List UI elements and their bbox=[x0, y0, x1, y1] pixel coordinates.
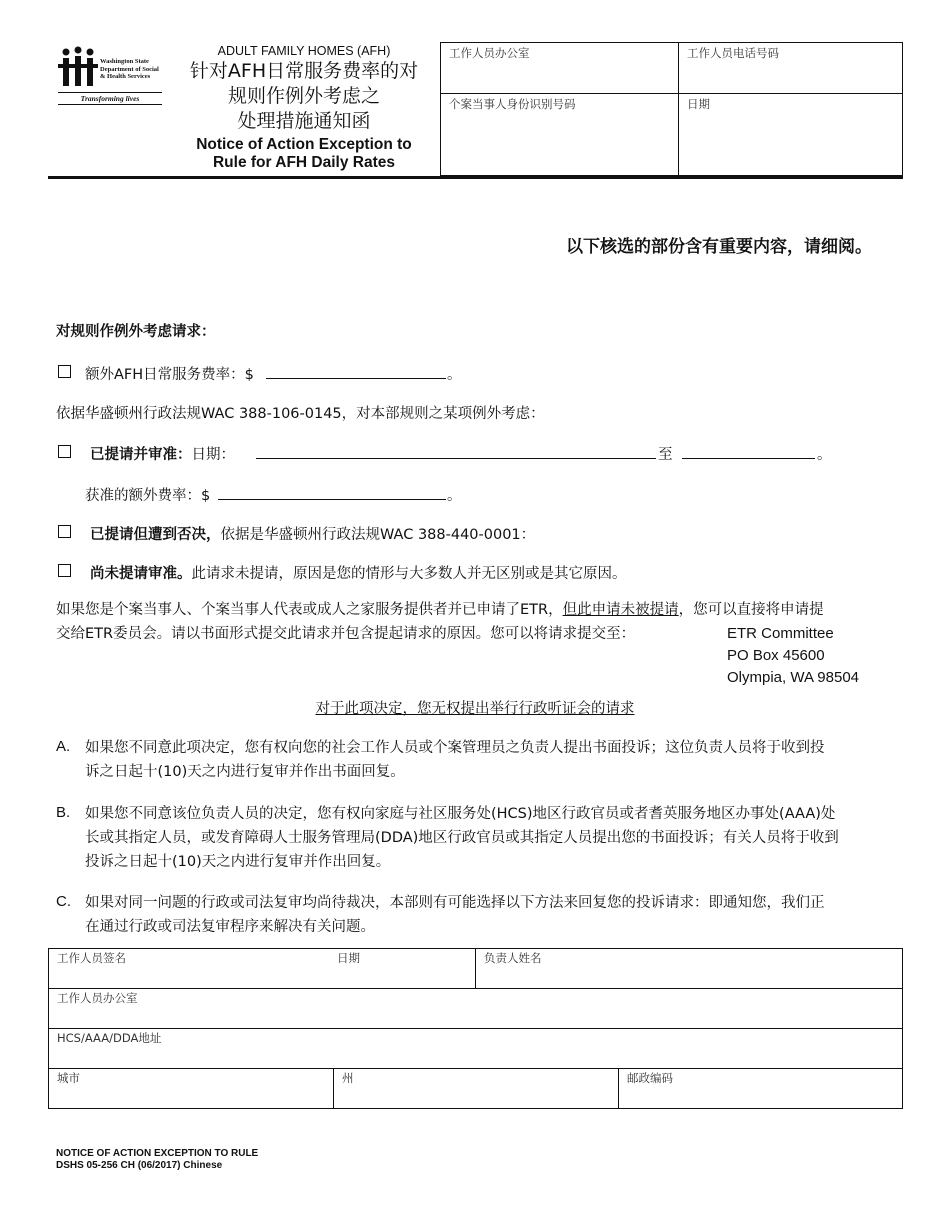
item-a-text bbox=[85, 736, 900, 784]
denied-checkbox[interactable] bbox=[58, 525, 71, 538]
program-name: ADULT FAMILY HOMES (AFH) bbox=[217, 44, 391, 58]
state-label: 州 bbox=[342, 1071, 354, 1085]
approved-period: 。 bbox=[817, 447, 832, 463]
etr-text-b: ，您可以直接将申请提 bbox=[678, 602, 824, 618]
etr-address bbox=[727, 623, 859, 689]
supervisor-name-field[interactable] bbox=[476, 949, 902, 988]
client-id-label: 个案当事人身份识别号码 bbox=[449, 97, 576, 111]
request-section-title: 对规则作例外考虑请求： bbox=[56, 324, 216, 340]
approved-start-date-input[interactable] bbox=[256, 458, 656, 459]
extra-rate-checkbox[interactable] bbox=[58, 365, 71, 378]
city-field[interactable] bbox=[49, 1069, 333, 1108]
footer-form-number: DSHS 05-256 CH (06/2017) Chinese bbox=[56, 1160, 223, 1171]
wac-intro: 依据华盛顿州行政法规WAC 388-106-0145，对本部规则之某项例外考虑： bbox=[56, 406, 545, 422]
date-label: 日期 bbox=[687, 97, 710, 111]
title-chinese bbox=[168, 59, 440, 134]
logo-line-2: Department of Social bbox=[100, 65, 159, 73]
zip-field[interactable] bbox=[619, 1069, 902, 1108]
etr-text-a: 如果您是个案当事人、个案当事人代表或成人之家服务提供者并已申请了ETR， bbox=[56, 602, 563, 618]
bottom-worker-office-field[interactable] bbox=[49, 989, 902, 1028]
title-english bbox=[168, 136, 440, 172]
worker-office-field[interactable] bbox=[441, 43, 678, 93]
title-cn-line-2: 规则作例外考虑之 bbox=[227, 85, 380, 107]
extra-rate-input[interactable] bbox=[266, 378, 446, 379]
title-en-line-1: Notice of Action Exception to bbox=[196, 136, 412, 153]
dshs-logo-icon bbox=[58, 46, 98, 90]
title-cn-line-3: 处理措施通知函 bbox=[237, 110, 371, 132]
office-address-label: HCS/AAA/DDA地址 bbox=[57, 1031, 162, 1045]
state-field[interactable] bbox=[334, 1069, 618, 1108]
worker-signature-label: 工作人员签名 bbox=[57, 951, 126, 965]
logo-line-1: Washington State bbox=[100, 58, 149, 65]
item-c-text bbox=[85, 891, 900, 939]
approved-date-label: 日期： bbox=[191, 447, 235, 463]
worker-signature-field[interactable] bbox=[49, 949, 329, 988]
denied-label bbox=[90, 523, 535, 544]
header-info-table bbox=[440, 42, 903, 176]
worker-phone-label: 工作人员电话号码 bbox=[687, 46, 779, 60]
no-hearing-heading: 对于此项决定，您无权提出举行行政听证会的请求 bbox=[315, 701, 635, 717]
not-submitted-bold: 尚未提请审准。 bbox=[90, 566, 192, 582]
approved-end-date-input[interactable] bbox=[682, 458, 815, 459]
item-c-line-2: 在通过行政或司法复审程序来解决有关问题。 bbox=[85, 919, 375, 935]
etr-text-underlined: 但此申请未被提请 bbox=[562, 602, 679, 618]
denied-bold: 已提请但遭到否决， bbox=[90, 527, 221, 543]
etr-address-line-1: ETR Committee bbox=[727, 625, 834, 642]
item-b-letter: B. bbox=[56, 804, 71, 821]
approved-label bbox=[90, 443, 235, 464]
office-address-field[interactable] bbox=[49, 1029, 902, 1068]
not-submitted-label bbox=[90, 562, 627, 583]
item-a-line-1: 如果您不同意此项决定，您有权向您的社会工作人员或个案管理员之负责人提出书面投诉；这位负责人员将于收到投 bbox=[85, 740, 825, 756]
logo-tagline: Transforming lives bbox=[58, 92, 162, 105]
denied-text: 依据是华盛顿州行政法规WAC 388-440-0001： bbox=[220, 527, 536, 543]
signature-date-label: 日期 bbox=[337, 951, 360, 965]
item-b-line-1: 如果您不同意该位负责人员的决定，您有权向家庭与社区服务处(HCS)地区行政官员或者耆英服务地区办事处(AAA)处 bbox=[85, 806, 836, 822]
footer-form-name: NOTICE OF ACTION EXCEPTION TO RULE bbox=[56, 1148, 259, 1159]
etr-address-line-2: PO Box 45600 bbox=[727, 647, 825, 664]
title-cn-line-1: 针对AFH日常服务费率的对 bbox=[189, 60, 419, 82]
date-field[interactable] bbox=[679, 94, 902, 175]
not-submitted-text: 此请求未提请，原因是您的情形与大多数人并无区别或是其它原因。 bbox=[191, 566, 627, 582]
item-b-line-2: 长或其指定人员，或发育障碍人士服务管理局(DDA)地区行政官员或其指定人员提出您的书面投诉；有关人员将于收到 bbox=[85, 830, 839, 846]
client-id-field[interactable] bbox=[441, 94, 678, 175]
item-b-text bbox=[85, 802, 900, 874]
approved-rate-label: 获准的额外费率：$ bbox=[85, 488, 211, 504]
approved-checkbox[interactable] bbox=[58, 445, 71, 458]
title-block bbox=[168, 44, 440, 172]
important-notice: 以下核选的部份含有重要内容，请细阅。 bbox=[566, 237, 872, 257]
worker-office-label: 工作人员办公室 bbox=[449, 46, 530, 60]
etr-address-line-3: Olympia, WA 98504 bbox=[727, 669, 860, 686]
worker-phone-field[interactable] bbox=[679, 43, 902, 93]
item-c-letter: C. bbox=[56, 893, 71, 910]
etr-text-line2: 交给ETR委员会。请以书面形式提交此请求并包含提起请求的原因。您可以将请求提交至： bbox=[56, 626, 636, 642]
item-b-line-3: 投诉之日起十(10)天之内进行复审并作出回复。 bbox=[85, 854, 391, 870]
approved-rate-input[interactable] bbox=[218, 499, 446, 500]
approved-rate-period: 。 bbox=[447, 488, 462, 504]
to-label: 至 bbox=[658, 447, 673, 463]
bottom-worker-office-label: 工作人员办公室 bbox=[57, 991, 138, 1005]
extra-rate-period: 。 bbox=[447, 367, 462, 383]
form-footer bbox=[56, 1148, 258, 1172]
title-en-line-2: Rule for AFH Daily Rates bbox=[212, 154, 396, 171]
signature-date-field[interactable] bbox=[329, 949, 475, 988]
logo-line-3: & Health Services bbox=[100, 73, 151, 80]
city-label: 城市 bbox=[57, 1071, 80, 1085]
extra-rate-label: 额外AFH日常服务费率：$ bbox=[85, 367, 254, 383]
supervisor-name-label: 负责人姓名 bbox=[484, 951, 542, 965]
not-submitted-checkbox[interactable] bbox=[58, 564, 71, 577]
approved-bold: 已提请并审准： bbox=[90, 447, 192, 463]
signature-table bbox=[48, 948, 903, 1109]
item-a-letter: A. bbox=[56, 738, 71, 755]
item-c-line-1: 如果对同一问题的行政或司法复审均尚待裁决，本部则有可能选择以下方法来回复您的投诉请求：即通知您，我们正 bbox=[85, 895, 825, 911]
zip-label: 邮政编码 bbox=[627, 1071, 673, 1085]
item-a-line-2: 诉之日起十(10)天之内进行复审并作出书面回复。 bbox=[85, 764, 405, 780]
header-divider bbox=[48, 176, 903, 179]
